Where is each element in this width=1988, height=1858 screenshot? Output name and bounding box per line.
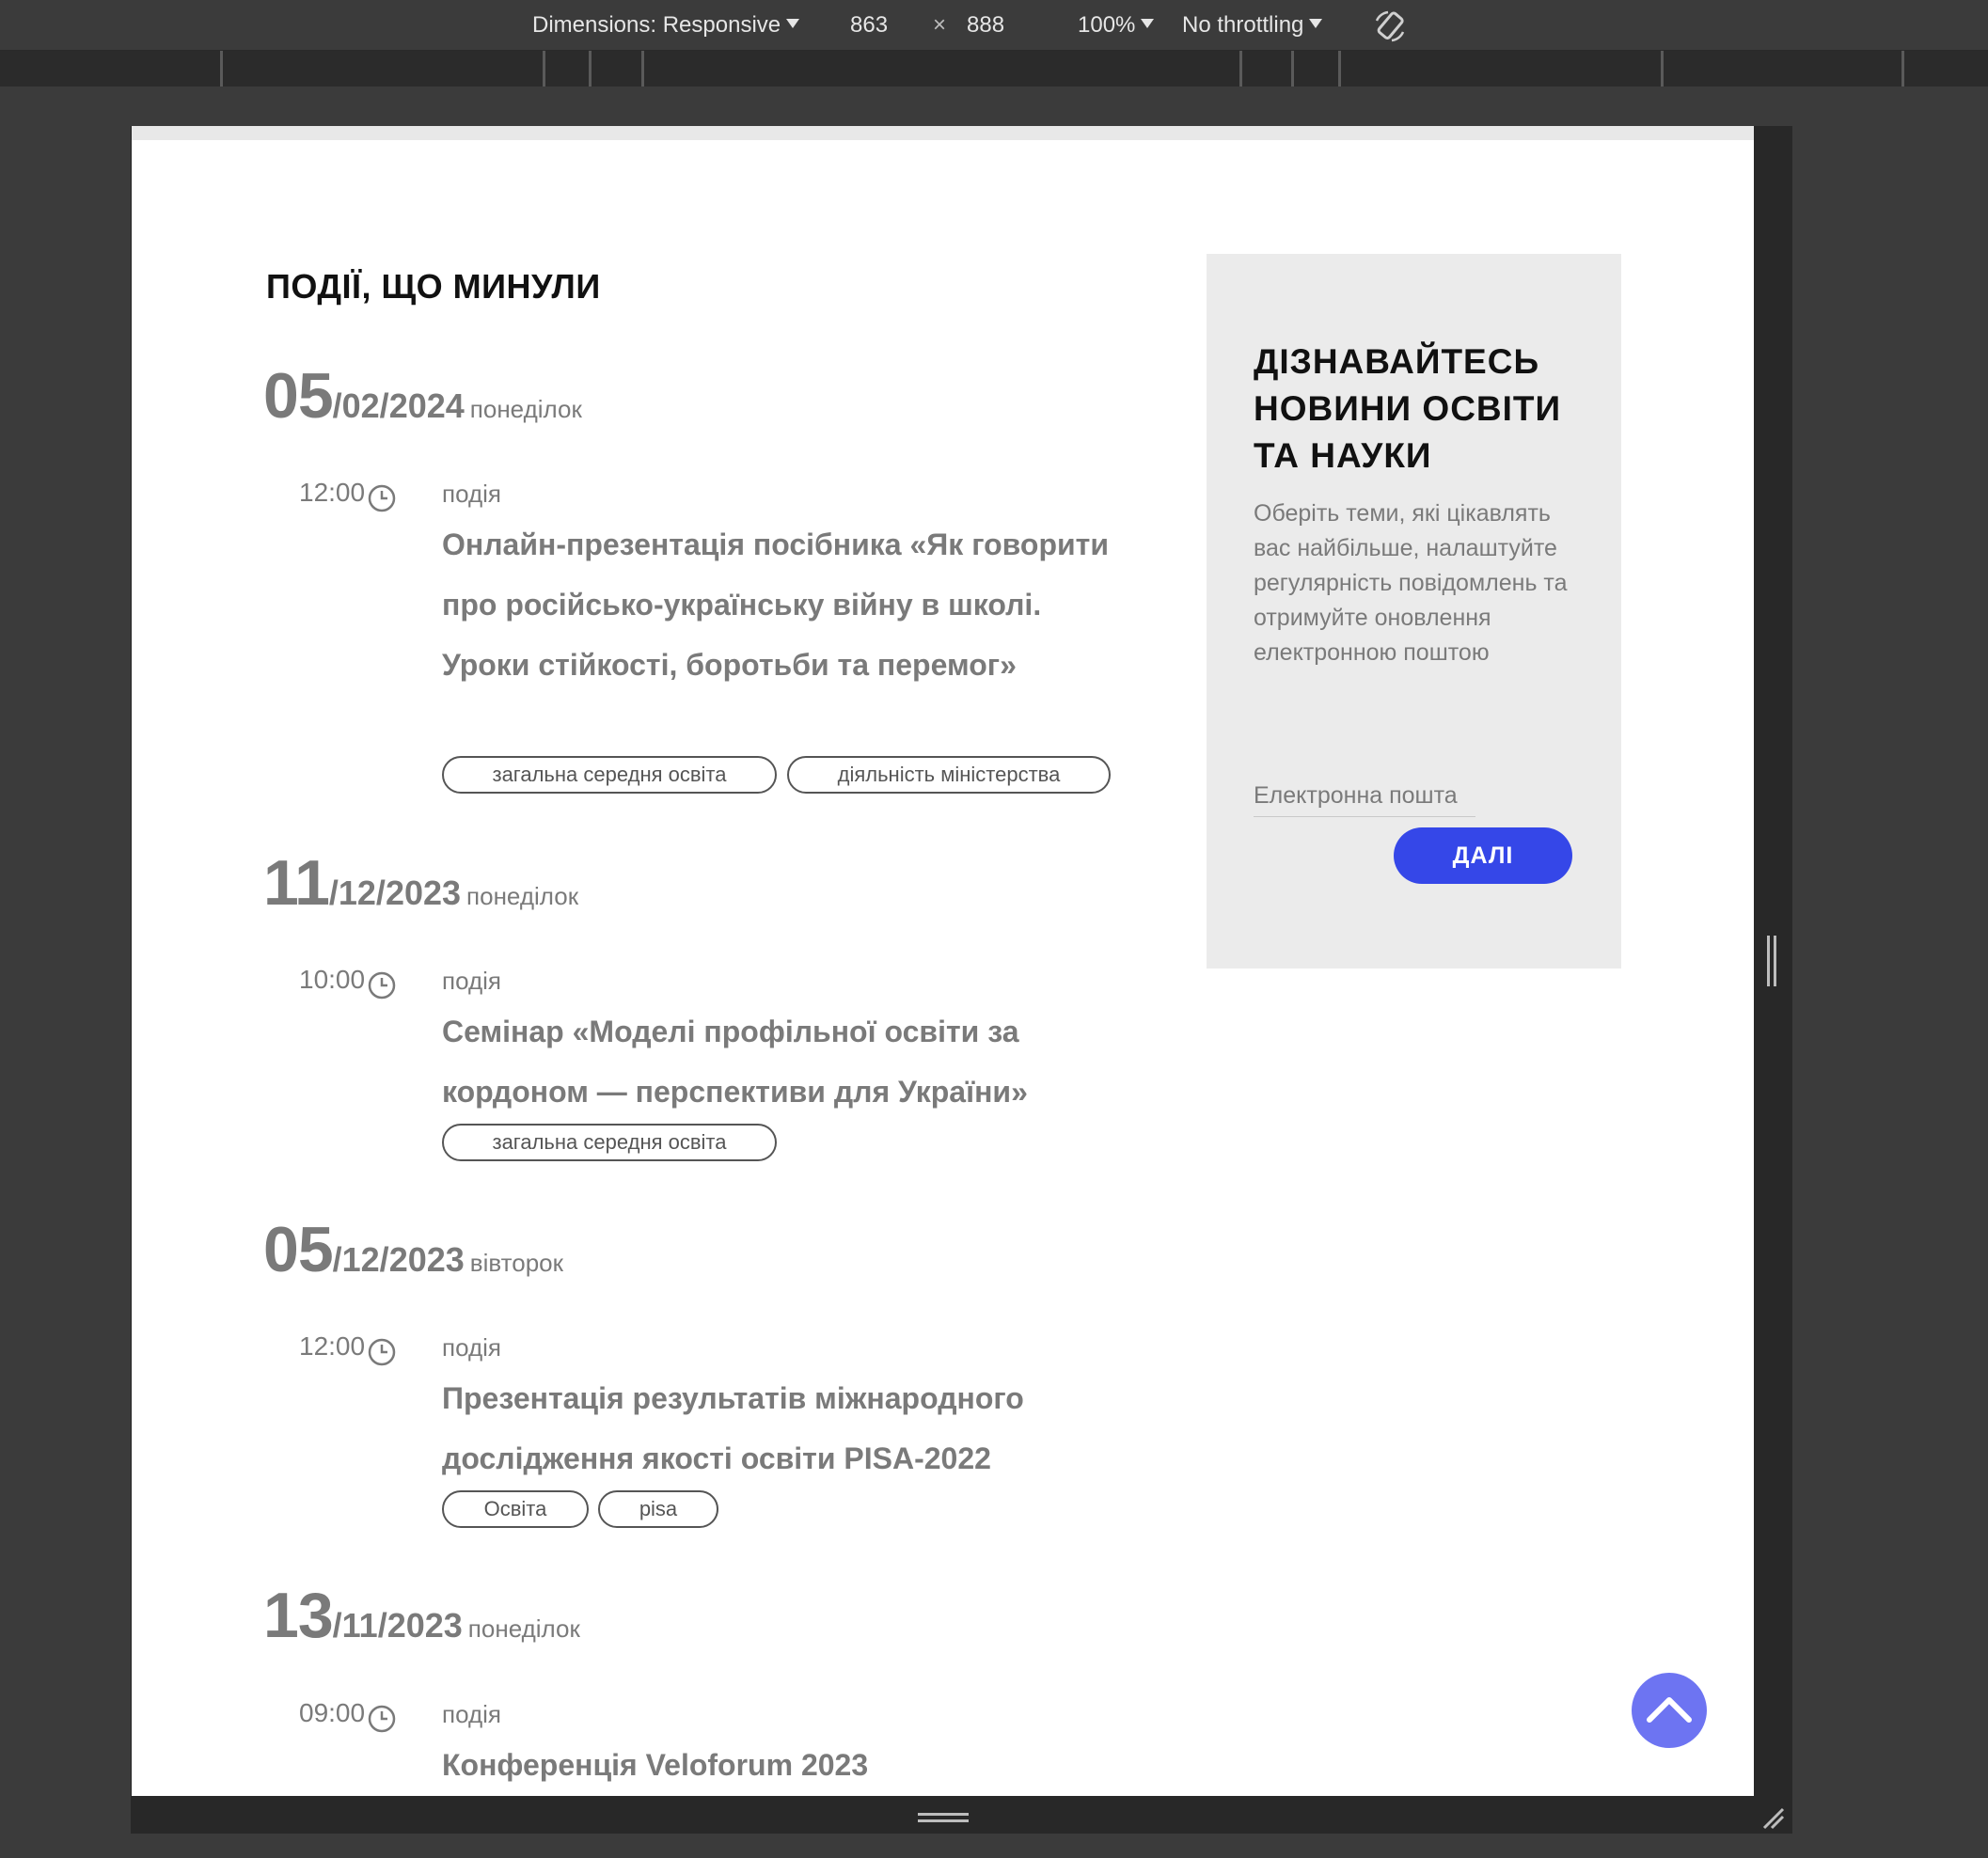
ruler-marker: [589, 51, 592, 87]
event-title[interactable]: Онлайн-презентація посібника «Як говорити про російсько-українську війну в школі. Уроки стійкості, боротьби та перемог»: [442, 527, 1109, 682]
dimensions-label: Dimensions: Responsive: [532, 12, 781, 38]
date-weekday: вівторок: [469, 1249, 563, 1277]
date-day: 11: [263, 847, 329, 919]
date-day: 05: [263, 360, 333, 432]
chevron-down-icon: [1141, 19, 1154, 28]
rotate-icon[interactable]: [1371, 8, 1409, 45]
date-month-year: /12/2023: [332, 1240, 465, 1279]
event-tag[interactable]: загальна середня освіта: [442, 756, 777, 794]
chevron-up-icon: [1632, 1673, 1707, 1748]
event-tag[interactable]: Освіта: [442, 1490, 589, 1528]
clock-icon: [367, 483, 397, 513]
page-viewport: [132, 126, 1754, 1796]
date-weekday: понеділок: [467, 1614, 580, 1643]
chevron-down-icon: [786, 19, 799, 28]
date-weekday: понеділок: [466, 882, 579, 910]
clock-icon: [367, 1704, 397, 1734]
event-title[interactable]: Конференція Veloforum 2023: [442, 1748, 869, 1782]
event-date: [263, 1213, 563, 1286]
event-time: 10:00: [299, 965, 366, 994]
email-field[interactable]: [1254, 776, 1475, 817]
ruler-marker: [543, 51, 545, 87]
event-time: 12:00: [299, 1331, 366, 1361]
event-type: подія: [442, 480, 501, 508]
newsletter-description: Оберіть теми, які цікавлять вас найбільше, налаштуйте регулярність повідомлень та отримуйте оновлення електронною поштою: [1254, 500, 1568, 666]
scroll-to-top-button[interactable]: [1632, 1673, 1707, 1748]
zoom-label: 100%: [1078, 12, 1136, 38]
ruler-marker: [220, 51, 223, 87]
event-date: [263, 359, 582, 433]
ruler-marker: [1239, 51, 1242, 87]
height-input[interactable]: 888: [967, 12, 1005, 38]
devtools-toolbar: [0, 0, 1988, 51]
media-query-bar[interactable]: [0, 51, 1988, 87]
event-tag[interactable]: загальна середня освіта: [442, 1124, 777, 1161]
width-input[interactable]: 863: [850, 12, 889, 38]
throttling-dropdown[interactable]: [1182, 11, 1322, 39]
dimensions-dropdown[interactable]: [532, 11, 799, 39]
event-type: подія: [442, 1333, 501, 1362]
ruler-marker: [1338, 51, 1341, 87]
times-symbol: ×: [933, 12, 947, 38]
event-tag[interactable]: діяльність міністерства: [787, 756, 1111, 794]
date-weekday: понеділок: [469, 395, 582, 423]
event-title[interactable]: Презентація результатів міжнародного дослідження якості освіти PISA-2022: [442, 1381, 1024, 1475]
ruler-marker: [1291, 51, 1294, 87]
date-month-year: /11/2023: [332, 1606, 463, 1645]
ruler-marker: [641, 51, 644, 87]
event-tag[interactable]: pisa: [598, 1490, 718, 1528]
date-day: 05: [263, 1214, 333, 1285]
event-title[interactable]: Семінар «Моделі профільної освіти за кордоном — перспективи для України»: [442, 1015, 1028, 1109]
event-time: 09:00: [299, 1698, 366, 1727]
clock-icon: [367, 970, 397, 1000]
throttling-label: No throttling: [1182, 12, 1304, 38]
ruler-marker: [1661, 51, 1664, 87]
newsletter-box: [1207, 254, 1621, 968]
resize-handle-bottom[interactable]: [918, 1811, 969, 1824]
date-month-year: /02/2024: [332, 386, 465, 425]
subscribe-button[interactable]: ДАЛІ: [1394, 827, 1572, 884]
page-title: ПОДІЇ, ЩО МИНУЛИ: [266, 267, 601, 306]
event-date: [263, 846, 578, 920]
event-date: [263, 1579, 580, 1652]
top-strip: [132, 126, 1754, 140]
chevron-down-icon: [1309, 19, 1322, 28]
event-time: 12:00: [299, 478, 366, 507]
date-day: 13: [263, 1580, 333, 1651]
event-type: подія: [442, 967, 501, 995]
event-type: подія: [442, 1700, 501, 1728]
resize-handle-right[interactable]: [1765, 936, 1778, 986]
ruler-marker: [1901, 51, 1904, 87]
zoom-dropdown[interactable]: [1078, 11, 1154, 39]
newsletter-title: ДІЗНАВАЙТЕСЬ НОВИНИ ОСВІТИ ТА НАУКИ: [1254, 342, 1562, 475]
clock-icon: [367, 1337, 397, 1367]
date-month-year: /12/2023: [328, 874, 462, 912]
resize-corner-icon[interactable]: [1759, 1803, 1787, 1832]
